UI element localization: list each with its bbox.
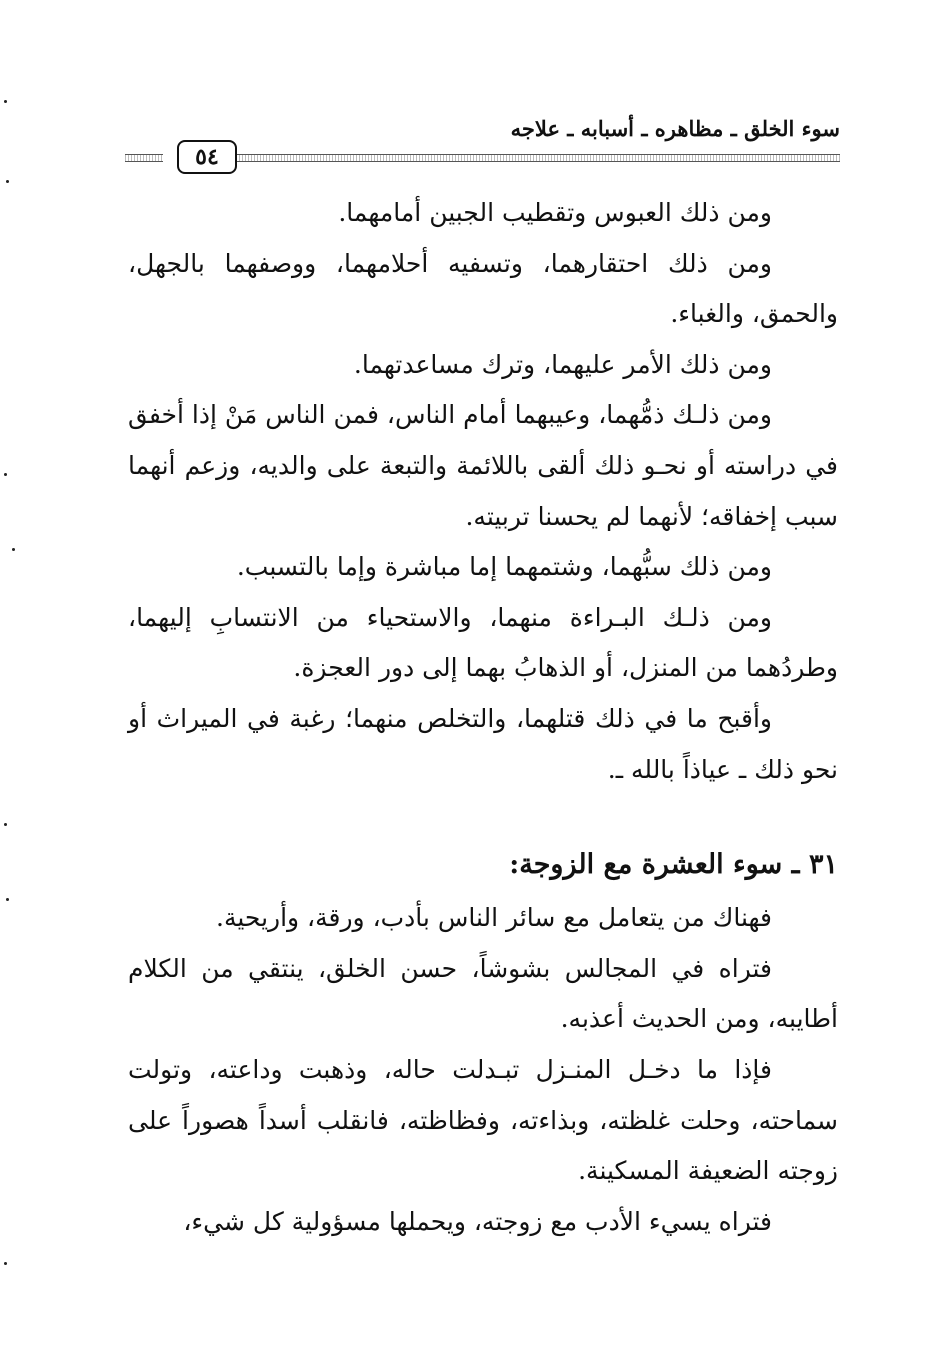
paragraph: وأقبح ما في ذلك قتلهما، والتخلص منهما؛ رغبة في الميراث أو نحو ذلك ـ عياذاً بالله ـ. <box>128 703 838 784</box>
section-paragraph: فإذا ما دخـل المنـزل تبـدلت حاله، وذهبت وداعته، وتولت سماحته، وحلت غلظته، وبذاءته، وفظاظته، فانقلب أسداً هصوراً على زوجته الضعيفة المسكينة. <box>128 1054 838 1186</box>
scan-speck <box>4 1262 7 1265</box>
page-number: ٥٤ <box>177 140 237 174</box>
scan-speck <box>6 898 9 901</box>
scan-speck <box>4 823 7 826</box>
section-paragraph: فتراه يسيء الأدب مع زوجته، ويحملها مسؤولية كل شيء، <box>183 1206 772 1236</box>
paragraph: ومن ذلك العبوس وتقطيب الجبين أمامهما. <box>338 198 772 227</box>
running-header <box>125 110 840 182</box>
page-body <box>128 188 838 1247</box>
scan-speck <box>4 100 7 103</box>
scan-speck <box>12 548 15 551</box>
paragraph: ومن ذلك احتقارهما، وتسفيه أحلامهما، ووصفهما بالجهل، والحمق، والغباء. <box>128 248 838 329</box>
paragraph: ومن ذلـك ذمُّهما، وعيبهما أمام الناس، فمن الناس مَنْ إذا أخفق في دراسته أو نحـو ذلك ألقى باللائمة والتبعة على والديه، وزعم أنهما سبب إخفاقه؛ لأنهما لم يحسنا تربيته. <box>128 400 838 531</box>
header-title: سوء الخلق ـ مظاهره ـ أسبابه ـ علاجه <box>510 116 840 141</box>
header-rule <box>236 154 840 162</box>
paragraph: ومن ذلـك البـراءة منهما، والاستحياء من الانتسابِ إليهما، وطردُهما من المنزل، أو الذهابُ بهما إلى دور العجزة. <box>128 602 838 683</box>
header-rule-short <box>125 154 163 162</box>
paragraph: ومن ذلك سبُّهما، وشتمهما إما مباشرة وإما بالتسبب. <box>236 552 772 582</box>
scan-speck <box>6 180 9 183</box>
section-paragraph: فهناك من يتعامل مع سائر الناس بأدب، ورقة، وأريحية. <box>216 903 772 933</box>
scan-speck <box>4 473 7 476</box>
section-heading: ٣١ ـ سوء العشرة مع الزوجة: <box>509 849 838 881</box>
paragraph: ومن ذلك الأمر عليهما، وترك مساعدتهما. <box>353 349 772 379</box>
section-paragraph: فتراه في المجالس بشوشاً، حسن الخلق، ينتقي من الكلام أطايبه، ومن الحديث أعذبه. <box>128 953 838 1034</box>
